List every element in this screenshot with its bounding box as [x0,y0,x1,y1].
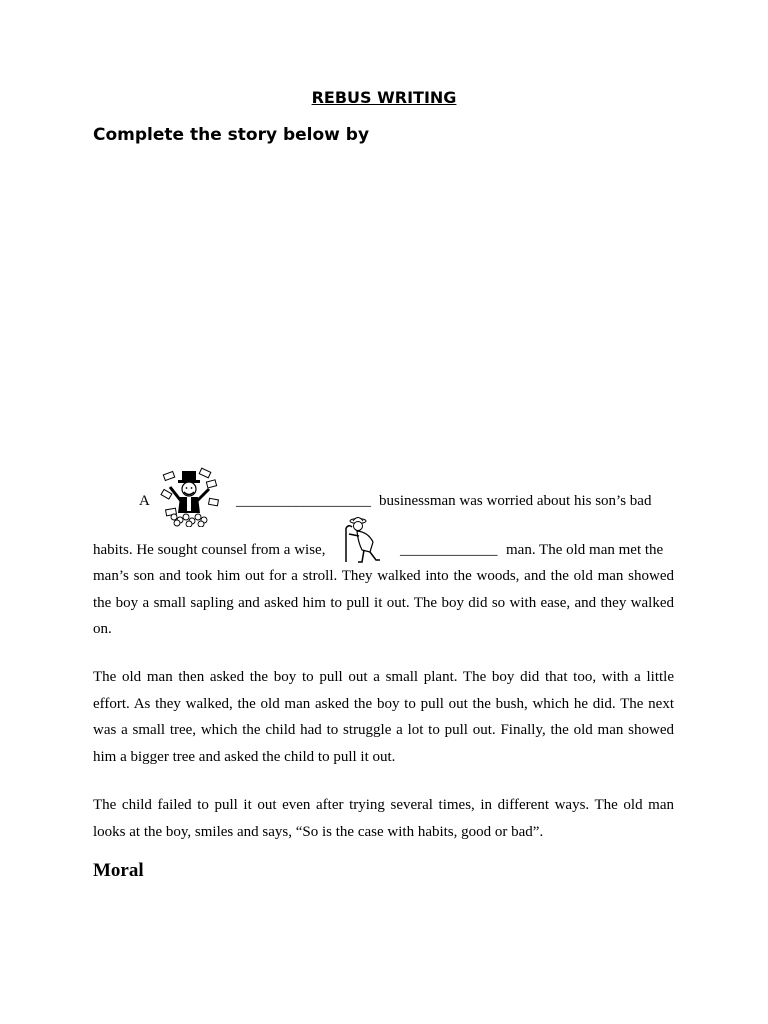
answer-blank-2[interactable]: _____________ [400,542,498,558]
story-line-2-text: habits. He sought counsel from a wise, [93,542,326,558]
story-paragraph-2: The old man then asked the boy to pull out a small plant. The boy did that too, with a little effort. As they walked, the old man asked the boy to pull out the bush, which he did. The next was a small tree, which the child had to struggle a lot to pull out. Finally, the old man showed him a bigger tree and asked the child to pull it out. [93,669,674,765]
page-title: REBUS WRITING [311,88,457,107]
story-line-2-tail: man. The old man met the [506,542,664,558]
moral-heading: Moral [93,860,144,881]
story-paragraph-3: The child failed to pull it out even after trying several times, in different ways. The old man looks at the boy, smiles and says, “So is the case with habits, good or bad”. [93,797,674,840]
rich-man-with-money-icon [160,467,220,532]
instructions-heading: Complete the story below by [93,125,370,145]
answer-blank-1[interactable]: __________________ [236,493,371,509]
story-article: A [139,493,150,509]
old-man-with-cane-icon [340,514,390,569]
story-paragraph-1: man’s son and took him out for a stroll. They walked into the woods, and the old man showed the boy a small sapling and asked him to pull it out. The boy did so with ease, and they walked on. [93,568,674,637]
story-line-1-text: businessman was worried about his son’s bad [379,493,652,509]
